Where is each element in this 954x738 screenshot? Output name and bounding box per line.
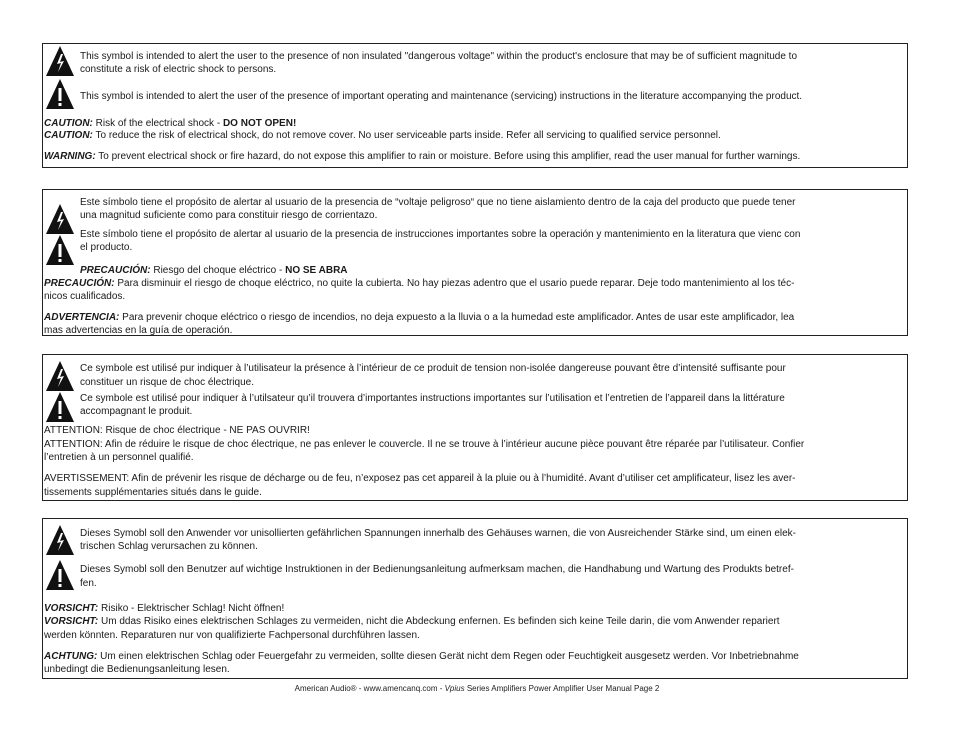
vorsicht-text: Risiko - Elektrischer Schlag! Nicht öffnen! bbox=[98, 603, 285, 614]
electric-shock-warning-icon bbox=[45, 203, 75, 235]
advertencia-line-1 bbox=[44, 311, 794, 324]
shock-symbol-text-line-2: constitute a risk of electric shock to persons. bbox=[80, 64, 277, 75]
electric-shock-warning-icon bbox=[45, 360, 75, 392]
exclamation-warning-icon bbox=[45, 559, 75, 591]
warning-text: To prevent electrical shock or fire hazard, do not expose this amplifier to rain or moisture. Before using this amplifier, read the user manual for further warnings. bbox=[95, 151, 801, 162]
exclaim-symbol-text-line-1: Dieses Symobl soll den Benutzer auf wichtige Instruktionen in der Bedienungsanleitung aufmerksam machen, die Handhabung und Wartung des Produkts betref- bbox=[80, 564, 794, 575]
warning-label: WARNING: bbox=[44, 151, 96, 162]
advertencia-label: ADVERTENCIA: bbox=[44, 312, 120, 323]
shock-symbol-text-line-1: Ce symbole est utilisé pur indiquer à l’utilisateur la présence à l’intérieur de ce produit de tension non-isolée dangereuse pouvant être d’intensité suffisante pour bbox=[80, 363, 786, 374]
exclamation-warning-icon bbox=[45, 391, 75, 423]
exclaim-symbol-text-line-2: fen. bbox=[80, 578, 97, 589]
precaucion-text: Riesgo del choque eléctrico - bbox=[150, 265, 286, 276]
achtung-line-1 bbox=[44, 650, 799, 663]
advertencia-text: Para prevenir choque eléctrico o riesgo de incendios, no deja expuesto a la lluvia o a la humedad este amplificador. Antes de usar este amplificador, lea bbox=[119, 312, 795, 323]
caution-text: To reduce the risk of electrical shock, do not remove cover. No user serviceable parts inside. Refer all servicing to qualified service personnel. bbox=[92, 130, 721, 141]
vorsicht-text: Um ddas Risiko eines elektrischen Schlages zu vermeiden, nicht die Abdeckung enfernen. Es befinden sich keine Teile darin, die vom Anwender repariert bbox=[98, 616, 780, 627]
caution-text: Risk of the electrical shock - bbox=[92, 118, 223, 129]
avertissement-line-2: tissements supplémentaries situés dans le guide. bbox=[44, 487, 262, 498]
avertissement-line-1: AVERTISSEMENT: Afin de prévenir les risque de décharge ou de feu, n’exposez pas cet appareil à la pluie ou à l’humidité. Avant d’utiliser cet amplificateur, lisez les aver- bbox=[44, 473, 796, 484]
electric-shock-warning-icon bbox=[45, 524, 75, 556]
shock-symbol-text-line-2: trischen Schlag verursachen zu können. bbox=[80, 541, 258, 552]
attention-line-2: ATTENTION: Afin de réduire le risque de choc électrique, ne pas enlever le couvercle. Il ne se trouve à l’intérieur aucune pièce pouvant être réparée par l’utilisateur. Confier bbox=[44, 439, 805, 450]
german-warning-box bbox=[42, 518, 908, 679]
precaucion-line-2 bbox=[44, 277, 794, 290]
english-warning-box bbox=[42, 43, 908, 168]
shock-symbol-text-line-1: This symbol is intended to alert the user to the presence of non insulated "dangerous voltage" within the product's enclosure that may be of sufficient magnitude to bbox=[80, 51, 798, 62]
shock-symbol-text-line-1: Este símbolo tiene el propósito de alertar al usuario de la presencia de “voltaje peligroso“ que no tiene aislamiento dentro de la caja del producto que puede tener bbox=[80, 197, 796, 208]
exclaim-symbol-text-line-2: el producto. bbox=[80, 242, 133, 253]
precaucion-line-1 bbox=[80, 264, 348, 277]
advertencia-line-2: mas advertencias en la guía de operación. bbox=[44, 325, 233, 336]
vorsicht-label: VORSICHT: bbox=[44, 603, 99, 614]
exclaim-symbol-text: This symbol is intended to alert the user of the presence of important operating and maintenance (servicing) instructions in the literature accompanying the product. bbox=[80, 91, 803, 102]
footer-series-name: Vpius bbox=[444, 684, 465, 693]
exclaim-symbol-text-line-1: Este símbolo tiene el propósito de alertar al usuario de la presencia de instrucciones importantes sobre la operación y mantenimiento en la literatura que vienc con bbox=[80, 229, 801, 240]
footer-right-text: Series Amplifiers Power Amplifier User Manual Page 2 bbox=[464, 684, 660, 693]
vorsicht-line-2 bbox=[44, 615, 780, 628]
precaucion-label: PRECAUCIÓN: bbox=[80, 265, 151, 276]
caution-line-2 bbox=[44, 129, 721, 142]
achtung-text: Um einen elektrischen Schlag oder Feuergefahr zu vermeiden, sollte diesen Gerät nicht dem Regen oder Feuchtigkeit ausgesetz werden. Vor Inbetriebnahme bbox=[97, 651, 799, 662]
spanish-warning-box bbox=[42, 189, 908, 336]
caution-label: CAUTION: bbox=[44, 130, 93, 141]
attention-line-3: l’entretien à un personnel qualifié. bbox=[44, 452, 194, 463]
precaucion-text: Para disminuir el riesgo de choque eléctrico, no quite la cubierta. No hay piezas adentro que el usario puede reparar. Deje todo mantenimiento al los téc- bbox=[114, 278, 795, 289]
precaucion-line-3: nicos cualificados. bbox=[44, 291, 126, 302]
caution-emphasis: DO NOT OPEN! bbox=[222, 118, 297, 129]
achtung-line-2: unbedingt die Bedienungsanleitung lesen. bbox=[44, 664, 230, 675]
precaucion-label: PRECAUCIÓN: bbox=[44, 278, 115, 289]
vorsicht-label: VORSICHT: bbox=[44, 616, 99, 627]
exclamation-warning-icon bbox=[45, 234, 75, 266]
french-warning-box bbox=[42, 354, 908, 501]
precaucion-emphasis: NO SE ABRA bbox=[285, 265, 348, 276]
exclamation-warning-icon bbox=[45, 78, 75, 110]
footer-left-text: American Audio® - www.amencanq.com - bbox=[294, 684, 445, 693]
vorsicht-line-1 bbox=[44, 602, 284, 615]
shock-symbol-text-line-2: constituer un risque de choc électrique. bbox=[80, 377, 254, 388]
electric-shock-warning-icon bbox=[45, 45, 75, 77]
shock-symbol-text-line-2: una magnitud suficiente como para constituir riesgo de corrientazo. bbox=[80, 210, 378, 221]
shock-symbol-text-line-1: Dieses Symobl soll den Anwender vor unisollierten gefährlichen Spannungen innerhalb des Gehäuses warnen, die von Ausreichender Stärke sind, um einen elek- bbox=[80, 528, 796, 539]
page-footer bbox=[0, 684, 954, 694]
exclaim-symbol-text-line-1: Ce symbole est utilisé pour indiquer à l’utilsateur qu’il trouvera d’importantes instructions importantes sur l’utilisation et l’entretien de l’appareil dans la littérature bbox=[80, 393, 785, 404]
vorsicht-line-3: werden könnten. Reparaturen nur von qualifizierte Fachpersonal durchführen lassen. bbox=[44, 630, 420, 641]
attention-line-1: ATTENTION: Risque de choc électrique - NE PAS OUVRIR! bbox=[44, 425, 310, 436]
warning-line bbox=[44, 150, 800, 163]
caution-label: CAUTION: bbox=[44, 118, 93, 129]
achtung-label: ACHTUNG: bbox=[44, 651, 98, 662]
exclaim-symbol-text-line-2: accompagnant le produit. bbox=[80, 406, 193, 417]
